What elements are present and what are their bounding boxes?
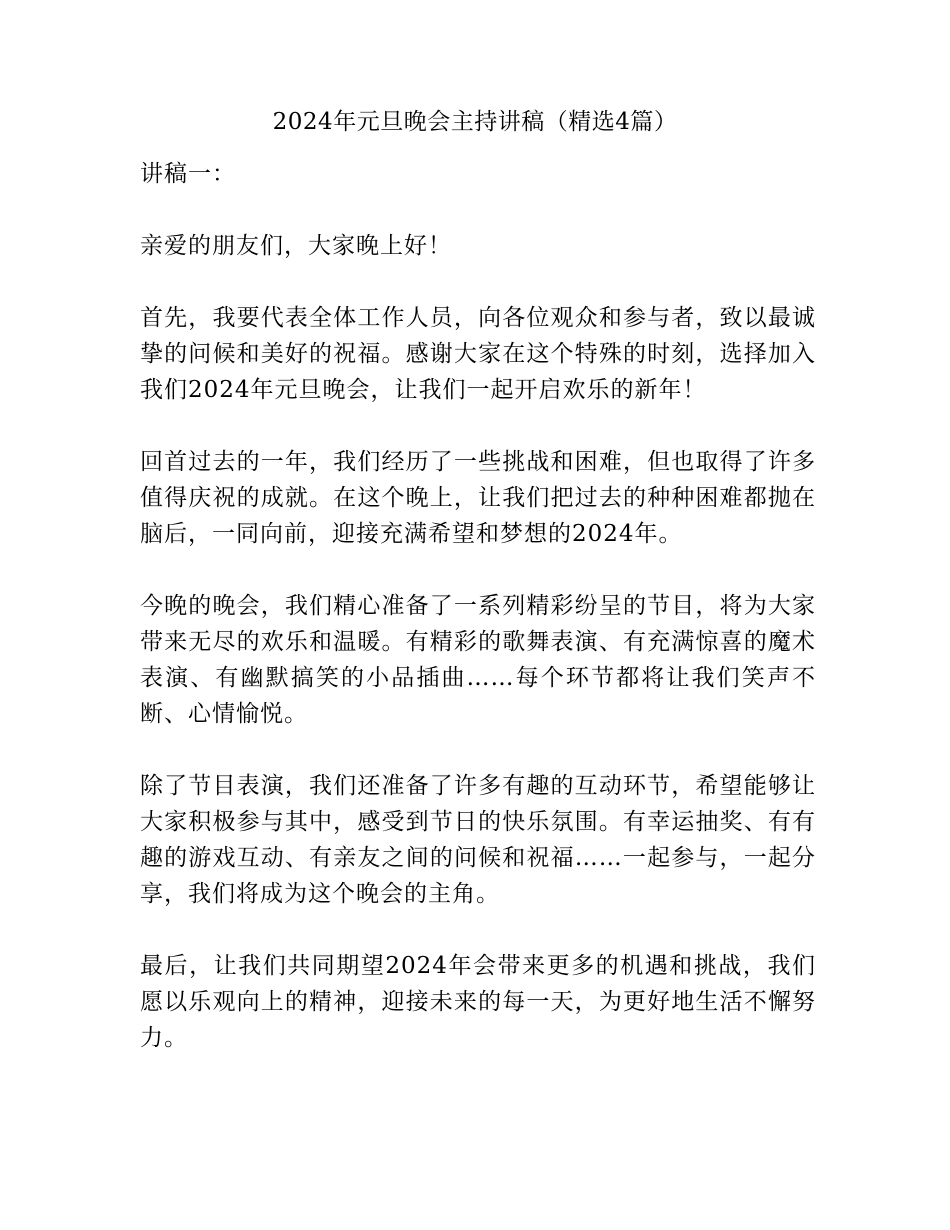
- document-title: 2024年元旦晚会主持讲稿（精选4篇）: [272, 109, 678, 135]
- paragraph-opening: 首先，我要代表全体工作人员，向各位观众和参与者，致以最诚挚的问候和美好的祝福。感谢大家在这个特殊的时刻，选择加入我们2024年元旦晚会，让我们一起开启欢乐的新年！: [140, 305, 816, 403]
- section-heading: 讲稿一：: [140, 161, 236, 187]
- paragraph-program: 今晚的晚会，我们精心准备了一系列精彩纷呈的节目，将为大家带来无尽的欢乐和温暖。有精彩的歌舞表演、有充满惊喜的魔术表演、有幽默搞笑的小品插曲……每个环节都将让我们笑声不断、心情愉悦。: [140, 593, 816, 727]
- paragraph-greeting: 亲爱的朋友们，大家晚上好！: [140, 233, 452, 259]
- paragraph-closing: 最后，让我们共同期望2024年会带来更多的机遇和挑战，我们愿以乐观向上的精神，迎接未来的每一天，为更好地生活不懈努力。: [140, 953, 816, 1051]
- paragraph-interaction: 除了节目表演，我们还准备了许多有趣的互动环节，希望能够让大家积极参与其中，感受到节日的快乐氛围。有幸运抽奖、有有趣的游戏互动、有亲友之间的问候和祝福……一起参与，一起分享，我们将成为这个晚会的主角。: [140, 773, 816, 907]
- paragraph-review: 回首过去的一年，我们经历了一些挑战和困难，但也取得了许多值得庆祝的成就。在这个晚上，让我们把过去的种种困难都抛在脑后，一同向前，迎接充满希望和梦想的2024年。: [140, 449, 816, 547]
